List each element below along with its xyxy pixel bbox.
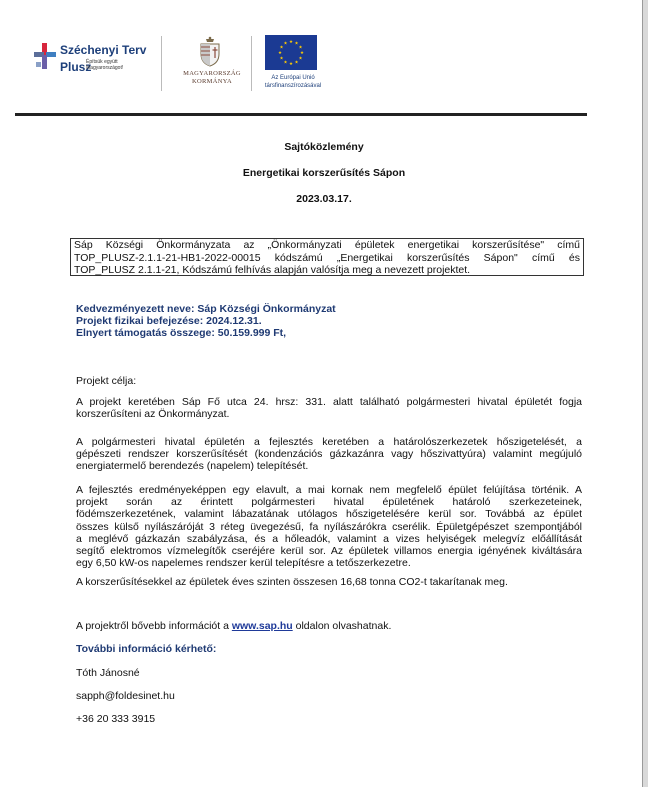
eu-flag-icon	[265, 35, 317, 70]
goal-label: Projekt célja:	[76, 375, 137, 387]
paragraph-line: A fejlesztés eredményeképpen egy elavult, a mai kornak nem megfelelő épület felújítása történik. A	[76, 484, 582, 496]
eu-star-icon: ★	[288, 61, 294, 66]
szechenyi-cross-icon	[33, 42, 57, 72]
eu-star-icon: ★	[277, 50, 283, 55]
logo-divider-2	[251, 36, 252, 91]
intro-box	[70, 238, 584, 276]
szechenyi-title: Széchenyi Terv	[60, 43, 147, 57]
coat-of-arms-icon	[198, 36, 222, 68]
completion-line: Projekt fizikai befejezése: 2024.12.31.	[76, 315, 262, 327]
contact-label: További információ kérhető:	[76, 643, 217, 655]
more-info-prefix: A projektről bővebb információt a	[76, 620, 232, 632]
paragraph-line: összes külső nyílászáróját 3 réteg üvegezésű, fa nyílászárókra cserélik. Épületgépészet szempontjából	[76, 520, 582, 533]
paragraph-2	[76, 436, 582, 473]
doc-title: Energetikai korszerűsítés Sápon	[242, 167, 406, 179]
eu-star-icon: ★	[294, 59, 299, 65]
paragraph-3	[76, 484, 582, 569]
paragraph-line: projekt során az érintett polgármesteri hivatal épületének határoló szerkezeteinek,	[76, 496, 582, 509]
page-edge-line	[642, 0, 643, 787]
doc-date: 2023.03.17.	[296, 193, 352, 205]
paragraph-line: energiatermelő berendezés (napelem) telepítését.	[76, 460, 309, 473]
szechenyi-sub: Plusz	[60, 60, 92, 74]
government-caption: MAGYARORSZÁG KORMÁNYA	[183, 70, 241, 85]
eu-star-icon: ★	[279, 55, 284, 61]
paragraph-line: födémszerkezetének, valamint lábazatának utólagos hőszigetelésére kerül sor. Továbbá az épület	[76, 508, 582, 521]
eu-star-icon: ★	[283, 59, 288, 65]
paragraph-line: egy 6,50 kW-os napelemes rendszer kerül telepítésre a tetőszerkezetre.	[76, 557, 411, 570]
szechenyi-tagline: Építsük együtt Magyarországot!	[86, 59, 124, 71]
more-info-line	[76, 620, 391, 632]
doc-heading: Sajtóközlemény	[284, 141, 364, 153]
eu-star-icon: ★	[299, 50, 305, 55]
szechenyi-terv-logo	[33, 40, 163, 100]
eu-star-icon: ★	[298, 55, 303, 61]
intro-line: TOP_PLUSZ 2.1.1-21, Kódszámú felhívás alapján valósítja meg a nevezett projektet.	[74, 264, 471, 276]
contact-email[interactable]: sapph@foldesinet.hu	[76, 690, 175, 702]
paragraph-line: a meglévő gázkazán szabályzása, és a hőleadók, valamint a vizes helyiségek melegvíz előállítását	[76, 532, 582, 545]
website-link[interactable]: www.sap.hu	[231, 620, 293, 632]
logo-header	[15, 30, 587, 114]
header-rule	[15, 113, 587, 116]
co2-sentence: A korszerűsítésekkel az épületek éves szinten összesen 16,68 tonna CO2-t takarítanak meg.	[76, 576, 508, 588]
eu-caption: Az Európai Unió társfinanszírozásával	[264, 75, 322, 89]
intro-line: Sáp Községi Önkormányzata az „Önkormányzati épületek energetikai korszerűsítése" című	[74, 239, 580, 251]
paragraph-line: segítő elektromos vízmelegítők cseréjére kerül sor. Az épületek villamos energia igényének kiváltására	[76, 545, 582, 558]
eu-star-icon: ★	[283, 40, 288, 46]
eu-star-icon: ★	[288, 39, 294, 44]
grant-line: Elnyert támogatás összege: 50.159.999 Ft,	[76, 327, 287, 339]
paragraph-line: korszerűsíteni az Önkormányzat.	[76, 408, 230, 421]
eu-star-icon: ★	[298, 44, 303, 50]
beneficiary-line: Kedvezményezett neve: Sáp Községi Önkormányzat	[76, 303, 336, 315]
eu-stars-icon	[265, 35, 317, 70]
paragraph-line: A projekt keretében Sáp Fő utca 24. hrsz: 331. alatt található polgármesteri hivatal épületét fogja	[76, 396, 582, 408]
paragraph-line: A polgármesteri hivatal épületén a fejlesztés keretében a határolószerkezetek hőszigetelését, a	[76, 436, 582, 448]
contact-phone[interactable]: +36 20 333 3915	[76, 713, 156, 725]
page-edge	[643, 0, 648, 787]
contact-name: Tóth Jánosné	[76, 667, 140, 679]
paragraph-1	[76, 396, 582, 420]
intro-line: TOP_PLUSZ-2.1.1-21-HB1-2022-00015 kódszámú „Energetikai korszerűsítés Sápon" című és	[74, 251, 580, 264]
logo-divider	[161, 36, 162, 91]
eu-star-icon: ★	[294, 40, 299, 46]
eu-star-icon: ★	[279, 44, 284, 50]
paragraph-line: gépészeti rendszer korszerűsítését (kondenzációs gázkazánra vagy hőszivattyúra) valamint megújuló	[76, 448, 582, 461]
more-info-suffix: oldalon olvashatnak.	[292, 620, 392, 632]
